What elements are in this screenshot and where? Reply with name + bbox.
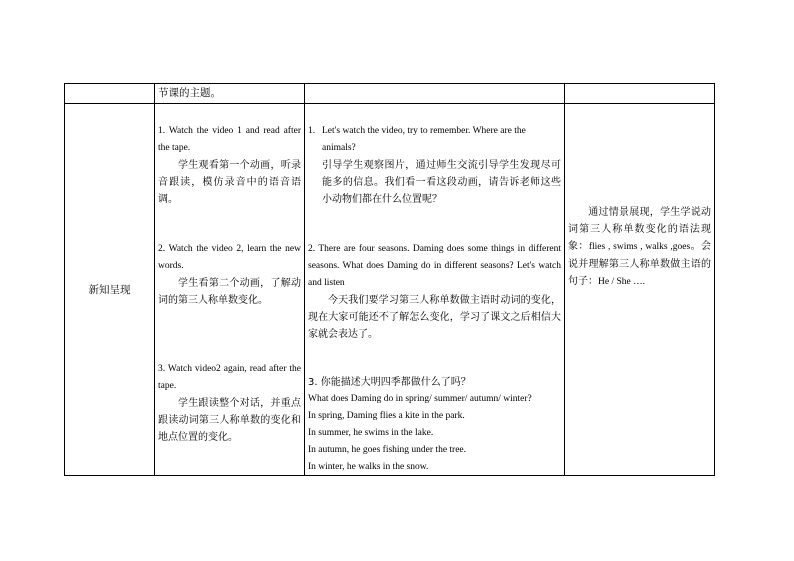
teacher-step-1-number: 1. [308,126,316,136]
purpose-zh-2: 。会说并理解第三人称单数做主语的句子： [568,241,712,287]
cell-student-activities [155,104,305,476]
teacher-step-2-en: 2. There are four seasons. Daming does some things in different seasons. What does Daming do in different seasons? Let's watch and listen [308,244,561,288]
teacher-step-3-line-spring: In spring, Daming flies a kite in the park. [308,411,465,421]
student-step-1-en: 1. Watch the video 1 and read after the tape. [158,126,301,153]
teacher-step-3-line-autumn: In autumn, he goes fishing under the tree. [308,445,467,455]
lesson-plan-table [64,83,715,476]
cell-empty-purpose [565,84,715,104]
purpose-en-subject: He / She …. [598,277,645,287]
student-step-3 [158,361,301,446]
student-step-1-zh: 学生观看第一个动画，听录音跟读，模仿录音中的语音语调。 [158,160,301,205]
purpose-zh-1: 通过情景展现，学生学说动词第三人称单数变化的语法现象： [568,207,711,252]
teacher-step-2 [308,241,561,343]
student-step-3-en: 3. Watch video2 again, read after the tape. [158,364,301,391]
cell-design-purpose [565,104,715,476]
purpose-en-verbs: flies , swims , walks ,goes [588,242,691,252]
table-row-new-knowledge [65,104,715,476]
teacher-step-1 [308,123,561,208]
student-step-1 [158,123,301,208]
student-step-3-zh: 学生跟读整个对话，并重点跟读动词第三人称单数的变化和地点位置的变化。 [158,398,301,443]
teacher-step-1-en: Let's watch the video, try to remember. Where are the animals? [322,126,526,153]
teacher-step-2-zh: 今天我们要学习第三人称单数做主语时动词的变化，现在大家可能还不了解怎么变化，学习了课文之后相信大家就会表达了。 [308,295,561,340]
section-label: 新知呈现 [65,104,155,476]
teacher-step-3 [308,374,561,476]
cell-topic [155,84,305,104]
teacher-step-3-question-en: What does Daming do in spring/ summer/ autumn/ winter? [308,394,532,404]
purpose-text [568,204,711,291]
cell-teacher-activities [305,104,565,476]
student-step-2-en: 2. Watch the video 2, learn the new words. [158,244,301,271]
teacher-step-3-question-zh: 3. 你能描述大明四季都做什么了吗？ [308,377,471,388]
table-row-topic [65,84,715,104]
teacher-step-1-zh: 引导学生观察图片，通过师生交流引导学生发现尽可能多的信息。我们看一看这段动画，请告诉老师这些小动物们都在什么位置呢？ [322,160,561,205]
cell-empty-teacher [305,84,565,104]
student-step-2-zh: 学生看第二个动画，了解动词的第三人称单数变化。 [158,278,301,306]
cell-empty-label [65,84,155,104]
student-step-2 [158,241,301,309]
topic-text: 节课的主题。 [158,87,221,99]
teacher-step-3-line-summer: In summer, he swims in the lake. [308,428,434,438]
teacher-step-3-line-winter: In winter, he walks in the snow. [308,462,429,472]
